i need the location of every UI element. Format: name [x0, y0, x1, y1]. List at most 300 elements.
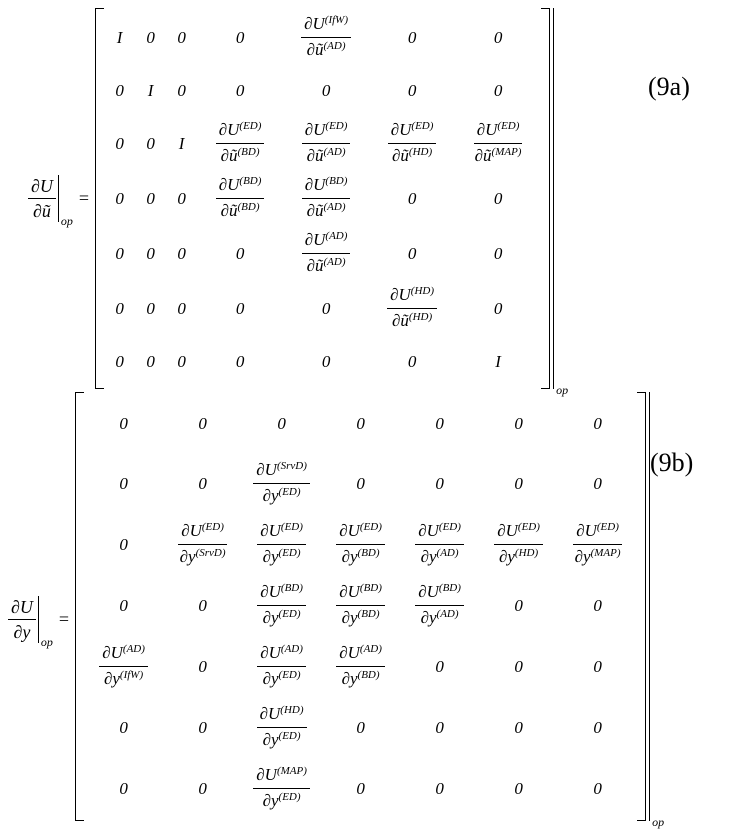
numerator-base: ∂U: [304, 120, 326, 139]
fraction-denominator: [260, 728, 304, 752]
equation-9b: [8, 392, 665, 829]
matrix-entry-scalar: I: [178, 133, 185, 153]
fraction-denominator: [339, 606, 383, 630]
matrix-cell: [558, 474, 637, 494]
matrix-cell: [166, 134, 197, 154]
fraction-denominator: [218, 144, 263, 168]
matrix-entry-scalar: 0: [435, 656, 444, 676]
numerator-base: ∂U: [476, 120, 498, 139]
numerator-superscript: (BD): [325, 175, 348, 187]
denominator-superscript: (MAP): [491, 146, 522, 158]
matrix-cell: [104, 299, 135, 319]
numerator-superscript: (AD): [325, 230, 348, 242]
matrix-cell: [197, 119, 283, 168]
denominator-base: ∂y: [574, 547, 591, 566]
matrix-entry-fraction: [253, 459, 310, 508]
matrix-evaluated-at-subscript: op: [652, 815, 665, 829]
matrix-cell: [400, 718, 479, 738]
matrix-cell: [369, 189, 455, 209]
matrix-entry-scalar: 0: [493, 298, 503, 318]
matrix-cell: [163, 520, 242, 569]
denominator-base: ∂y: [498, 547, 515, 566]
denominator-superscript: (IfW): [119, 669, 144, 681]
denominator-base: ∂y: [179, 547, 196, 566]
numerator-superscript: (HD): [280, 704, 304, 716]
matrix-cell: [242, 581, 321, 630]
matrix-entry-fraction: [301, 13, 351, 62]
matrix-row: [104, 116, 541, 171]
numerator-base: ∂U: [256, 765, 277, 784]
matrix-entry-scalar: 0: [198, 717, 207, 737]
matrix-entry-fraction: [415, 581, 464, 630]
matrix-cell: [84, 535, 163, 555]
fraction-numerator: [388, 119, 437, 144]
denominator-base: ∂ũ: [306, 256, 324, 275]
fraction-numerator: [494, 520, 543, 545]
matrix-9b: [75, 392, 665, 829]
right-bracket: [637, 392, 646, 821]
numerator-base: ∂U: [304, 14, 325, 33]
fraction-numerator: [253, 459, 310, 484]
numerator-superscript: (ED): [497, 120, 520, 132]
numerator-base: ∂U: [339, 582, 360, 601]
matrix-cell: [135, 81, 166, 101]
matrix-entry-scalar: 0: [177, 27, 186, 47]
matrix-entry-scalar: 0: [198, 778, 207, 798]
numerator-base: ∂U: [260, 582, 281, 601]
matrix-entry-scalar: 0: [493, 80, 503, 100]
matrix-entry-scalar: 0: [235, 351, 245, 371]
matrix-cell: [455, 119, 541, 168]
matrix-cell: [197, 352, 283, 372]
numerator-superscript: (IfW): [324, 14, 349, 26]
matrix-cell: [400, 474, 479, 494]
matrix-entry-scalar: I: [116, 27, 123, 47]
matrix-entry-scalar: 0: [198, 473, 207, 493]
matrix-cell: [558, 718, 637, 738]
matrix-cell: [197, 81, 283, 101]
matrix-cell: [558, 657, 637, 677]
denominator-base: ∂y: [262, 730, 279, 749]
fraction-denominator: [304, 144, 349, 168]
matrix-entry-scalar: 0: [177, 243, 186, 263]
fraction-denominator: [177, 545, 229, 569]
denominator-superscript: (SrvD): [195, 547, 226, 559]
matrix-entry-scalar: 0: [198, 413, 207, 433]
denominator-base: ∂y: [341, 547, 358, 566]
denominator-superscript: (BD): [357, 669, 380, 681]
numerator-superscript: (ED): [201, 521, 224, 533]
matrix-entry-scalar: 0: [146, 27, 155, 47]
matrix-entry-scalar: 0: [177, 298, 186, 318]
matrix-cell: [135, 28, 166, 48]
matrix-cell: [163, 414, 242, 434]
fraction-numerator: [178, 520, 227, 545]
fraction-numerator: [474, 119, 523, 144]
matrix-cell: [84, 414, 163, 434]
denominator-base: ∂y: [420, 547, 437, 566]
matrix-entry-scalar: 0: [435, 473, 444, 493]
matrix-entry-scalar: 0: [356, 413, 365, 433]
matrix-entry-scalar: 0: [593, 656, 602, 676]
matrix-entry-scalar: 0: [514, 717, 523, 737]
lhs-numerator: ∂U: [8, 596, 36, 620]
numerator-superscript: (BD): [239, 175, 262, 187]
matrix-entry-scalar: 0: [146, 243, 155, 263]
fraction-numerator: [301, 13, 351, 38]
denominator-superscript: (HD): [514, 547, 539, 559]
numerator-base: ∂U: [304, 230, 326, 249]
matrix-entry-fraction: [387, 284, 437, 333]
numerator-base: ∂U: [218, 120, 240, 139]
fraction-denominator: [260, 545, 304, 569]
matrix-cell: [166, 299, 197, 319]
evaluated-at-subscript: op: [60, 214, 73, 228]
fraction-denominator: [339, 545, 383, 569]
matrix-cell: [369, 119, 455, 168]
matrix-cell: [455, 299, 541, 319]
matrix-cell: [163, 718, 242, 738]
matrix-cell: [321, 779, 400, 799]
matrix-entry-scalar: 0: [593, 413, 602, 433]
numerator-base: ∂U: [390, 285, 411, 304]
numerator-superscript: (BD): [438, 582, 461, 594]
matrix-row: [84, 697, 637, 758]
numerator-base: ∂U: [260, 643, 281, 662]
matrix-cell: [479, 596, 558, 616]
denominator-superscript: (AD): [323, 201, 346, 213]
lhs-denominator: ∂ũ: [33, 201, 51, 221]
denominator-base: ∂ũ: [306, 146, 324, 165]
matrix-rows: [104, 8, 541, 389]
numerator-superscript: (AD): [280, 643, 303, 655]
matrix-row: [104, 336, 541, 387]
matrix-entry-scalar: 0: [593, 717, 602, 737]
fraction-numerator: [216, 119, 265, 144]
matrix-entry-scalar: 0: [119, 717, 128, 737]
matrix-cell: [135, 244, 166, 264]
lhs-fraction: [8, 596, 36, 643]
matrix-cell: [84, 642, 163, 691]
matrix-cell: [166, 352, 197, 372]
matrix-entry-scalar: 0: [593, 778, 602, 798]
numerator-superscript: (ED): [239, 120, 262, 132]
matrix-entry-scalar: 0: [115, 188, 124, 208]
matrix-cell: [400, 581, 479, 630]
numerator-superscript: (HD): [410, 285, 435, 297]
numerator-superscript: (ED): [596, 521, 619, 533]
denominator-base: ∂ũ: [220, 201, 238, 220]
matrix-cell: [321, 642, 400, 691]
matrix-row: [104, 226, 541, 281]
fraction-numerator: [573, 520, 622, 545]
matrix-entry-scalar: 0: [356, 717, 365, 737]
matrix-cell: [479, 414, 558, 434]
matrix-entry-scalar: 0: [119, 534, 128, 554]
matrix-cell: [400, 657, 479, 677]
matrix-row: [104, 10, 541, 65]
fraction-denominator: [260, 484, 304, 508]
matrix-entry-scalar: 0: [407, 243, 417, 263]
matrix-row: [84, 394, 637, 453]
matrix-entry-fraction: [253, 764, 310, 813]
fraction-denominator: [339, 667, 383, 691]
matrix-row: [104, 281, 541, 336]
fraction-numerator: [387, 284, 437, 309]
denominator-superscript: (ED): [278, 791, 301, 803]
matrix-cell: [197, 174, 283, 223]
fraction-numerator: [336, 642, 385, 667]
fraction-numerator: [336, 581, 385, 606]
left-bracket: [75, 392, 84, 821]
fraction-numerator: [302, 174, 351, 199]
matrix-cell: [321, 520, 400, 569]
matrix-cell: [135, 134, 166, 154]
matrix-cell: [455, 28, 541, 48]
matrix-entry-fraction: [257, 703, 307, 752]
fraction-denominator: [260, 789, 304, 813]
equation-9a: [28, 8, 569, 397]
matrix-entry-scalar: 0: [435, 717, 444, 737]
matrix-cell: [166, 244, 197, 264]
matrix-entry-scalar: 0: [235, 298, 245, 318]
numerator-superscript: (AD): [359, 643, 382, 655]
matrix-entry-scalar: 0: [119, 778, 128, 798]
matrix-entry-fraction: [302, 119, 351, 168]
numerator-base: ∂U: [418, 582, 439, 601]
fraction-numerator: [257, 703, 307, 728]
matrix-entry-fraction: [177, 520, 229, 569]
matrix-row: [84, 453, 637, 514]
denominator-base: ∂ũ: [306, 40, 324, 59]
matrix-cell: [369, 352, 455, 372]
fraction-denominator: [472, 144, 525, 168]
matrix-row: [84, 575, 637, 636]
matrix-entry-scalar: 0: [198, 656, 207, 676]
matrix-entry-scalar: 0: [435, 778, 444, 798]
matrix-cell: [242, 459, 321, 508]
matrix-9a: [95, 8, 569, 397]
matrix-cell: [369, 284, 455, 333]
matrix-entry-scalar: 0: [119, 473, 128, 493]
matrix-cell: [84, 596, 163, 616]
denominator-base: ∂y: [420, 608, 437, 627]
numerator-superscript: (MAP): [276, 765, 307, 777]
matrix-entry-scalar: 0: [146, 133, 155, 153]
matrix-cell: [283, 229, 369, 278]
fraction-denominator: [572, 545, 624, 569]
matrix-cell: [163, 779, 242, 799]
matrix-cell: [283, 119, 369, 168]
numerator-superscript: (ED): [438, 521, 461, 533]
matrix-entry-scalar: 0: [235, 80, 245, 100]
fraction-numerator: [253, 764, 310, 789]
matrix-cell: [369, 81, 455, 101]
matrix-cell: [163, 657, 242, 677]
matrix-cell: [104, 81, 135, 101]
denominator-superscript: (ED): [278, 608, 301, 620]
matrix-cell: [166, 189, 197, 209]
matrix-entry-scalar: 0: [119, 595, 128, 615]
matrix-row: [84, 636, 637, 697]
matrix-cell: [242, 520, 321, 569]
denominator-superscript: (HD): [408, 311, 433, 323]
matrix-cell: [283, 352, 369, 372]
matrix-cell: [242, 642, 321, 691]
fraction-numerator: [257, 581, 306, 606]
denominator-base: ∂ũ: [392, 146, 409, 165]
denominator-base: ∂ũ: [220, 146, 238, 165]
matrix-entry-fraction: [472, 119, 525, 168]
fraction-denominator: [418, 606, 462, 630]
fraction-numerator: [302, 229, 351, 254]
matrix-cell: [104, 189, 135, 209]
matrix-entry-scalar: 0: [514, 413, 523, 433]
fraction-denominator: [218, 199, 263, 223]
matrix-entry-fraction: [99, 642, 148, 691]
numerator-base: ∂U: [102, 643, 123, 662]
matrix-entry-scalar: 0: [321, 351, 331, 371]
numerator-base: ∂U: [260, 521, 281, 540]
matrix-entry-fraction: [257, 642, 306, 691]
evaluated-at-bar: [58, 175, 73, 228]
matrix-cell: [455, 244, 541, 264]
numerator-base: ∂U: [256, 460, 277, 479]
matrix-entry-scalar: 0: [514, 595, 523, 615]
matrix-cell: [455, 81, 541, 101]
matrix-cell: [166, 81, 197, 101]
matrix-entry-scalar: 0: [198, 595, 207, 615]
numerator-base: ∂U: [576, 521, 597, 540]
fraction-denominator: [418, 545, 462, 569]
matrix-cell: [558, 596, 637, 616]
numerator-base: ∂U: [259, 704, 281, 723]
matrix-entry-fraction: [494, 520, 543, 569]
denominator-superscript: (AD): [323, 256, 346, 268]
matrix-cell: [479, 718, 558, 738]
denominator-superscript: (ED): [278, 669, 301, 681]
matrix-cell: [163, 474, 242, 494]
matrix-entry-scalar: 0: [493, 188, 503, 208]
matrix-entry-fraction: [302, 174, 351, 223]
matrix-entry-scalar: 0: [356, 778, 365, 798]
matrix-entry-fraction: [216, 174, 265, 223]
matrix-entry-scalar: 0: [593, 595, 602, 615]
denominator-base: ∂y: [262, 608, 279, 627]
matrix-entry-scalar: 0: [407, 80, 417, 100]
matrix-entry-scalar: 0: [146, 188, 155, 208]
matrix-entry-scalar: 0: [321, 298, 331, 318]
denominator-superscript: (MAP): [590, 547, 621, 559]
equals-sign: =: [78, 188, 90, 208]
matrix-cell: [400, 414, 479, 434]
matrix-cell: [104, 28, 135, 48]
evaluated-at-bar: [38, 596, 53, 649]
matrix-cell: [558, 520, 637, 569]
matrix-entry-fraction: [216, 119, 265, 168]
equation-label-9a: (9a): [648, 72, 690, 101]
matrix-entry-fraction: [336, 581, 385, 630]
matrix-entry-scalar: 0: [115, 351, 124, 371]
denominator-base: ∂y: [262, 791, 279, 810]
lhs-denominator: ∂y: [13, 622, 31, 642]
matrix-cell: [104, 244, 135, 264]
matrix-entry-scalar: 0: [177, 351, 186, 371]
matrix-cell: [84, 474, 163, 494]
fraction-numerator: [415, 520, 464, 545]
matrix-cell: [321, 718, 400, 738]
matrix-cell: [558, 414, 637, 434]
matrix-entry-scalar: 0: [321, 80, 331, 100]
numerator-superscript: (AD): [122, 643, 145, 655]
matrix-cell: [84, 718, 163, 738]
equation-label-9b: (9b): [650, 448, 694, 477]
matrix-entry-fraction: [336, 520, 385, 569]
fraction-numerator: [336, 520, 385, 545]
matrix-cell: [135, 189, 166, 209]
matrix-evaluated-at-bar: [553, 8, 569, 397]
matrix-entry-scalar: 0: [356, 473, 365, 493]
fraction-denominator: [389, 309, 435, 333]
denominator-base: ∂ũ: [306, 201, 324, 220]
matrix-entry-fraction: [302, 229, 351, 278]
matrix-entry-scalar: 0: [177, 188, 186, 208]
matrix-entry-scalar: I: [147, 80, 154, 100]
matrix-cell: [321, 414, 400, 434]
matrix-cell: [166, 28, 197, 48]
matrix-entry-fraction: [388, 119, 437, 168]
lhs-numerator: ∂U: [28, 175, 56, 199]
matrix-cell: [242, 414, 321, 434]
matrix-entry-scalar: 0: [115, 243, 124, 263]
matrix-cell: [197, 299, 283, 319]
matrix-cell: [283, 13, 369, 62]
numerator-superscript: (ED): [325, 120, 348, 132]
numerator-superscript: (ED): [411, 120, 434, 132]
denominator-superscript: (AD): [436, 547, 459, 559]
right-bracket: [541, 8, 550, 389]
lhs-fraction: [28, 175, 56, 222]
matrix-entry-fraction: [336, 642, 385, 691]
numerator-base: ∂U: [339, 643, 360, 662]
left-bracket: [95, 8, 104, 389]
matrix-entry-scalar: 0: [407, 27, 417, 47]
numerator-superscript: (ED): [517, 521, 540, 533]
matrix-evaluated-at-subscript: op: [556, 383, 569, 397]
numerator-base: ∂U: [339, 521, 360, 540]
denominator-base: ∂y: [341, 669, 358, 688]
matrix-entry-scalar: 0: [514, 778, 523, 798]
matrix-cell: [400, 779, 479, 799]
matrix-cell: [104, 352, 135, 372]
fraction-numerator: [257, 642, 306, 667]
fraction-numerator: [302, 119, 351, 144]
matrix-rows: [84, 392, 637, 821]
fraction-denominator: [101, 667, 146, 691]
matrix-cell: [321, 474, 400, 494]
matrix-entry-scalar: 0: [407, 188, 417, 208]
matrix-entry-scalar: 0: [493, 243, 503, 263]
numerator-base: ∂U: [390, 120, 412, 139]
matrix-entry-scalar: 0: [115, 298, 124, 318]
matrix-cell: [400, 520, 479, 569]
matrix-entry-scalar: 0: [514, 473, 523, 493]
numerator-base: ∂U: [218, 175, 240, 194]
matrix-cell: [135, 352, 166, 372]
numerator-base: ∂U: [418, 521, 439, 540]
denominator-base: ∂ũ: [392, 311, 409, 330]
matrix-entry-scalar: I: [495, 351, 501, 371]
